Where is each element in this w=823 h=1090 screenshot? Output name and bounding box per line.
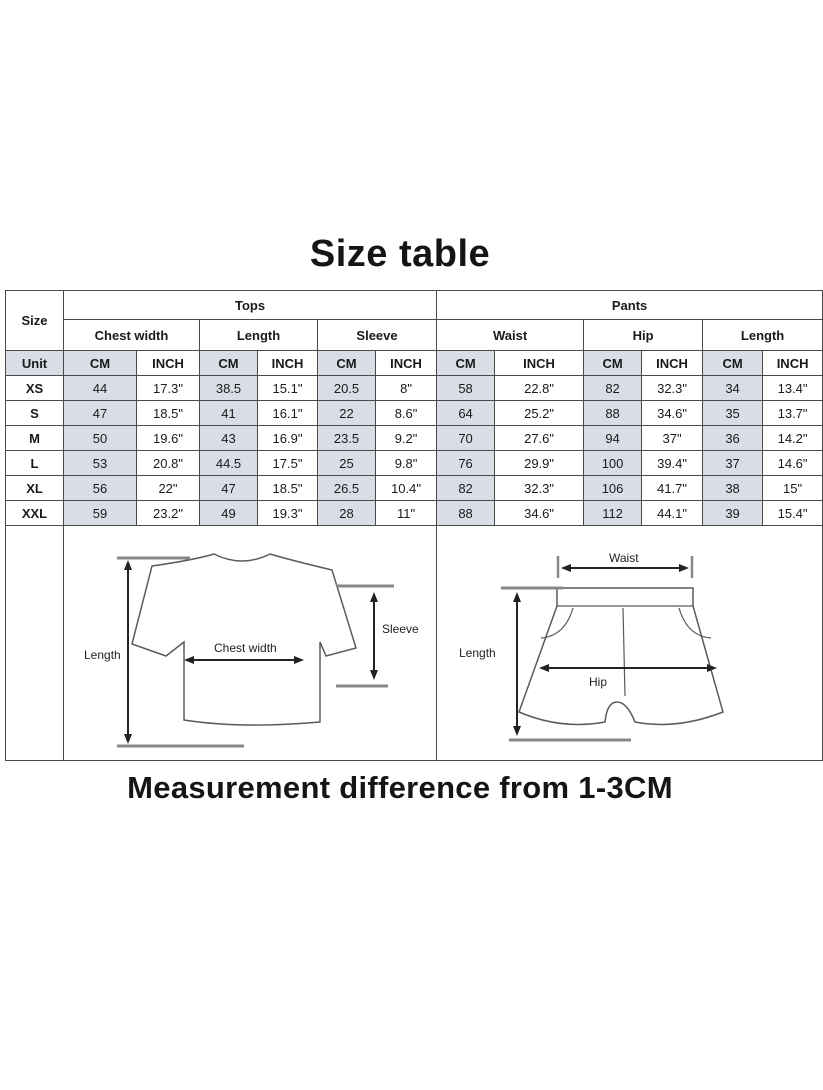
size-value: 38 [703, 476, 763, 501]
size-value: 23.5 [318, 426, 376, 451]
size-value: 47 [200, 476, 258, 501]
size-value: 106 [584, 476, 642, 501]
size-value: 82 [584, 376, 642, 401]
size-value: 25.2" [495, 401, 584, 426]
measurement-note: Measurement difference from 1-3CM [127, 770, 673, 805]
size-value: 13.4" [763, 376, 823, 401]
length-arrow-tail [124, 734, 132, 744]
size-value: 34.6" [642, 401, 703, 426]
size-value: 17.3" [137, 376, 200, 401]
size-value: 9.8" [376, 451, 437, 476]
size-value: 18.5" [137, 401, 200, 426]
size-value: 100 [584, 451, 642, 476]
top-diagram [64, 526, 437, 761]
length-arrow-head [124, 560, 132, 570]
size-value: 9.2" [376, 426, 437, 451]
size-value: 38.5 [200, 376, 258, 401]
size-value: 39.4" [642, 451, 703, 476]
size-value: 76 [437, 451, 495, 476]
size-value: 34 [703, 376, 763, 401]
size-value: 53 [64, 451, 137, 476]
unit-cell: INCH [258, 351, 318, 376]
unit-cell: CM [703, 351, 763, 376]
size-value: 10.4" [376, 476, 437, 501]
size-value: 20.8" [137, 451, 200, 476]
unit-cell: CM [200, 351, 258, 376]
size-value: 32.3" [495, 476, 584, 501]
diagram-spacer [6, 526, 64, 761]
page-title: Size table [309, 233, 491, 275]
size-value: 26.5 [318, 476, 376, 501]
size-value: 88 [437, 501, 495, 526]
size-value: 70 [437, 426, 495, 451]
top-length-header: Length [200, 320, 318, 351]
size-value: 15.1" [258, 376, 318, 401]
pants-length-label: Length [459, 646, 496, 660]
size-value: 37 [703, 451, 763, 476]
unit-cell: INCH [376, 351, 437, 376]
size-row [6, 376, 823, 401]
size-row [6, 426, 823, 451]
size-value: 58 [437, 376, 495, 401]
size-value: 16.1" [258, 401, 318, 426]
size-value: 88 [584, 401, 642, 426]
size-row [6, 501, 823, 526]
top-length-label: Length [84, 648, 121, 662]
size-value: 41.7" [642, 476, 703, 501]
size-value: 16.9" [258, 426, 318, 451]
size-value: 14.2" [763, 426, 823, 451]
size-value: 29.9" [495, 451, 584, 476]
chest-width-label: Chest width [214, 641, 277, 655]
sleeve-arrow-head [370, 592, 378, 602]
size-value: 17.5" [258, 451, 318, 476]
size-label: XL [6, 476, 64, 501]
tshirt-outline [132, 554, 356, 725]
size-value: 44.5 [200, 451, 258, 476]
top-diagram-svg [64, 526, 436, 760]
waist-arrow-head [561, 564, 571, 572]
pants-length-arrow-head [513, 592, 521, 602]
size-value: 59 [64, 501, 137, 526]
sleeve-header: Sleeve [318, 320, 437, 351]
shorts-outline [519, 588, 723, 724]
size-value: 43 [200, 426, 258, 451]
size-row [6, 451, 823, 476]
size-value: 22.8" [495, 376, 584, 401]
waist-arrow-tail [679, 564, 689, 572]
size-value: 94 [584, 426, 642, 451]
hip-header: Hip [584, 320, 703, 351]
size-value: 39 [703, 501, 763, 526]
size-value: 82 [437, 476, 495, 501]
size-header: Size [6, 291, 64, 351]
size-value: 27.6" [495, 426, 584, 451]
pants-diagram [437, 526, 823, 761]
size-value: 15" [763, 476, 823, 501]
size-value: 37" [642, 426, 703, 451]
size-value: 15.4" [763, 501, 823, 526]
size-value: 8" [376, 376, 437, 401]
size-label: L [6, 451, 64, 476]
pants-header: Pants [437, 291, 823, 320]
waist-header: Waist [437, 320, 584, 351]
unit-cell: CM [437, 351, 495, 376]
size-value: 56 [64, 476, 137, 501]
size-row [6, 401, 823, 426]
size-value: 22 [318, 401, 376, 426]
size-value: 19.3" [258, 501, 318, 526]
unit-cell: INCH [642, 351, 703, 376]
size-value: 23.2" [137, 501, 200, 526]
size-value: 41 [200, 401, 258, 426]
sleeve-arrow-tail [370, 670, 378, 680]
size-value: 50 [64, 426, 137, 451]
size-value: 11" [376, 501, 437, 526]
unit-cell: INCH [763, 351, 823, 376]
unit-cell: CM [64, 351, 137, 376]
size-value: 36 [703, 426, 763, 451]
size-value: 25 [318, 451, 376, 476]
unit-cell: INCH [137, 351, 200, 376]
unit-cell: CM [584, 351, 642, 376]
unit-row [6, 351, 823, 376]
size-value: 47 [64, 401, 137, 426]
size-value: 32.3" [642, 376, 703, 401]
size-label: XS [6, 376, 64, 401]
size-value: 112 [584, 501, 642, 526]
size-value: 18.5" [258, 476, 318, 501]
sleeve-label: Sleeve [382, 622, 419, 636]
tops-header: Tops [64, 291, 437, 320]
size-label: M [6, 426, 64, 451]
size-value: 28 [318, 501, 376, 526]
size-value: 64 [437, 401, 495, 426]
chest-width-header: Chest width [64, 320, 200, 351]
size-value: 35 [703, 401, 763, 426]
size-value: 13.7" [763, 401, 823, 426]
pants-length-header: Length [703, 320, 823, 351]
size-label: S [6, 401, 64, 426]
size-row [6, 476, 823, 501]
pants-diagram-svg [437, 526, 795, 760]
size-table [5, 290, 823, 761]
size-value: 8.6" [376, 401, 437, 426]
unit-cell: CM [318, 351, 376, 376]
waist-label: Waist [609, 551, 639, 565]
size-value: 44.1" [642, 501, 703, 526]
hip-label: Hip [589, 675, 608, 689]
size-value: 34.6" [495, 501, 584, 526]
size-value: 49 [200, 501, 258, 526]
size-value: 44 [64, 376, 137, 401]
size-value: 20.5 [318, 376, 376, 401]
size-value: 19.6" [137, 426, 200, 451]
size-value: 22" [137, 476, 200, 501]
pants-length-arrow-tail [513, 726, 521, 736]
size-value: 14.6" [763, 451, 823, 476]
size-label: XXL [6, 501, 64, 526]
unit-cell: INCH [495, 351, 584, 376]
unit-label: Unit [6, 351, 64, 376]
